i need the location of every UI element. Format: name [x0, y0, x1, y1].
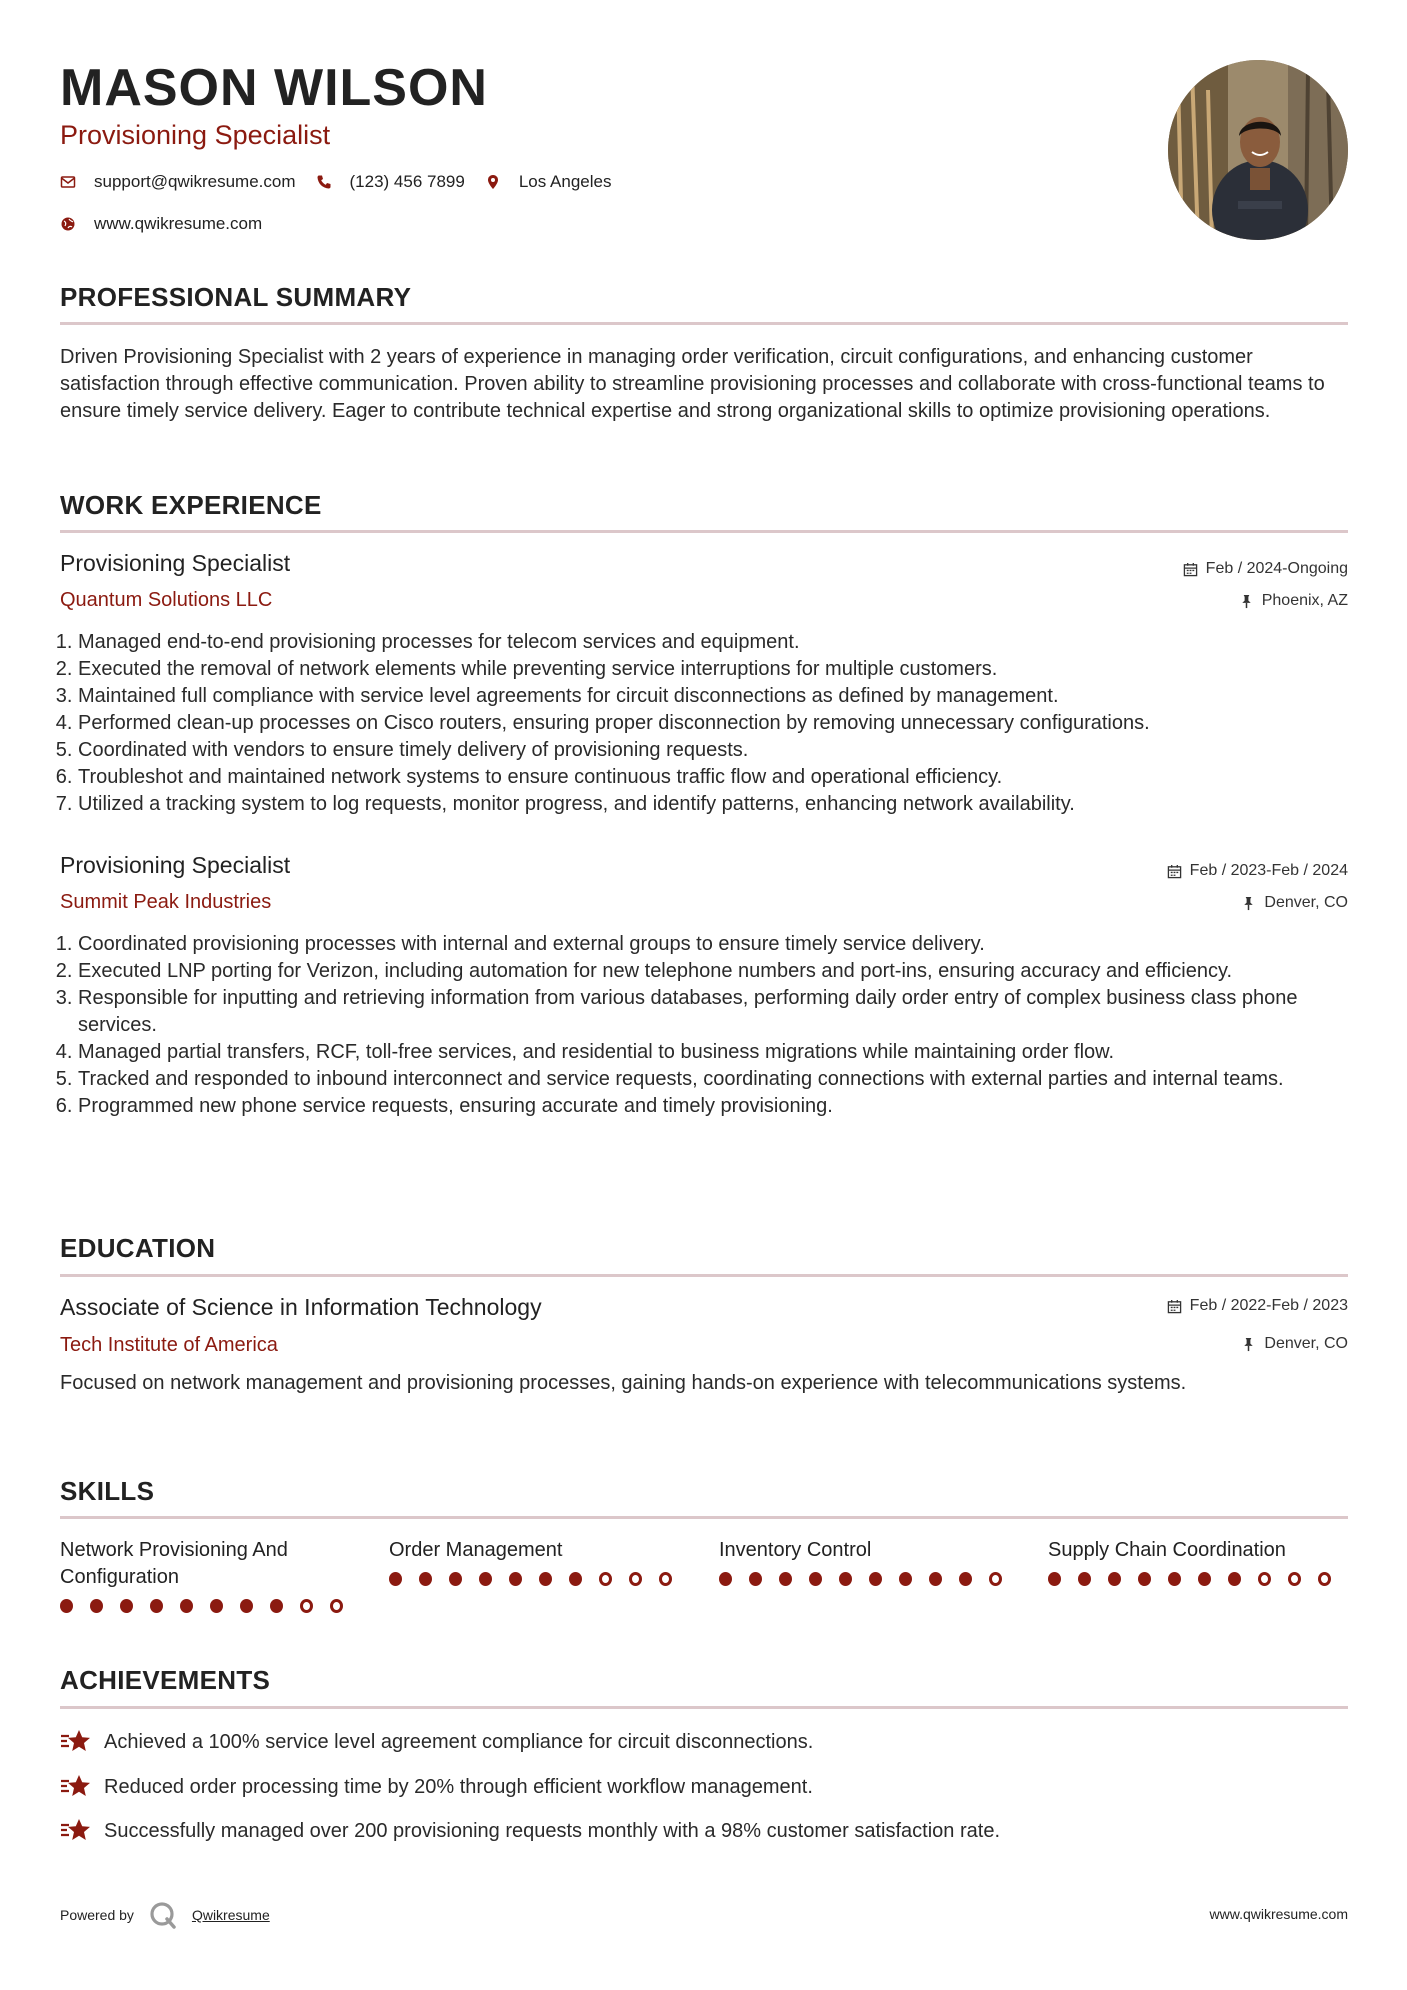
envelope-icon — [60, 174, 76, 190]
skill-name: Order Management — [389, 1539, 563, 1561]
profile-photo — [1168, 60, 1348, 240]
skill-rating — [60, 1599, 360, 1613]
achievement-item — [60, 1728, 813, 1756]
rating-dot-filled — [60, 1599, 73, 1613]
list-item: 1. Coordinated provisioning processes with internal and external groups to ensure timely service delivery. — [78, 931, 1373, 958]
rating-dot-filled — [120, 1599, 133, 1613]
rating-dot-filled — [1168, 1572, 1181, 1586]
location: Los Angeles — [518, 172, 612, 191]
star-award-icon — [60, 1773, 92, 1801]
job-dates — [1183, 560, 1348, 578]
rating-dot-empty — [659, 1572, 672, 1586]
achievement-text: Successfully managed over 200 provisioning requests monthly with a 98% customer satisfaction rate. — [104, 1819, 1001, 1842]
job-title: Provisioning Specialist — [60, 550, 291, 576]
contact-row-2 — [60, 214, 282, 234]
summary-divider — [60, 322, 1348, 325]
school-name: Tech Institute of America — [60, 1334, 278, 1356]
list-item: 7. Utilized a tracking system to log requests, monitor progress, and identify patterns, enhancing network availability. — [78, 791, 1373, 818]
education-location — [1241, 1335, 1348, 1353]
rating-dot-empty — [599, 1572, 612, 1586]
rating-dot-empty — [1288, 1572, 1301, 1586]
education-dates-text: Feb / 2022-Feb / 2023 — [1189, 1297, 1348, 1314]
experience-heading: WORK EXPERIENCE — [60, 490, 322, 520]
rating-dot-filled — [270, 1599, 283, 1613]
company-name: Summit Peak Industries — [60, 891, 272, 913]
skill-name: Supply Chain Coordination — [1048, 1539, 1286, 1561]
rating-dot-empty — [1318, 1572, 1331, 1586]
rating-dot-filled — [509, 1572, 522, 1586]
achievement-text: Reduced order processing time by 20% through efficient workflow management. — [104, 1775, 813, 1798]
rating-dot-filled — [479, 1572, 492, 1586]
skill-rating — [389, 1572, 689, 1586]
list-item: 1. Managed end-to-end provisioning processes for telecom services and equipment. — [78, 629, 1373, 656]
list-item: 6. Programmed new phone service requests, ensuring accurate and timely provisioning. — [78, 1093, 1373, 1120]
footer-url[interactable]: www.qwikresume.com — [1209, 1906, 1348, 1922]
skill-item — [60, 1537, 360, 1613]
job-location — [1239, 592, 1348, 610]
rating-dot-filled — [899, 1572, 912, 1586]
rating-dot-filled — [1048, 1572, 1061, 1586]
list-item: 6. Troubleshot and maintained network systems to ensure continuous traffic flow and operational efficiency. — [78, 764, 1373, 791]
rating-dot-filled — [1198, 1572, 1211, 1586]
job-location-text: Denver, CO — [1264, 894, 1348, 911]
job-dates — [1167, 862, 1348, 880]
skill-name: Inventory Control — [719, 1539, 872, 1561]
list-item: 3. Responsible for inputting and retrieving information from various databases, performing daily order entry of complex business class phone services. — [78, 985, 1373, 1039]
rating-dot-filled — [210, 1599, 223, 1613]
list-item: 4. Performed clean-up processes on Cisco routers, ensuring proper disconnection by removing unnecessary configurations. — [78, 710, 1373, 737]
education-heading: EDUCATION — [60, 1233, 216, 1263]
rating-dot-filled — [1138, 1572, 1151, 1586]
rating-dot-filled — [240, 1599, 253, 1613]
rating-dot-filled — [1228, 1572, 1241, 1586]
job-location-text: Phoenix, AZ — [1261, 592, 1348, 609]
skills-heading: SKILLS — [60, 1476, 155, 1506]
achievements-heading: ACHIEVEMENTS — [60, 1665, 271, 1695]
website-link[interactable]: www.qwikresume.com — [94, 214, 263, 233]
rating-dot-filled — [449, 1572, 462, 1586]
powered-by-label: Powered by — [60, 1907, 134, 1923]
rating-dot-filled — [150, 1599, 163, 1613]
skill-rating — [719, 1572, 1019, 1586]
phone-number: (123) 456 7899 — [349, 172, 465, 191]
rating-dot-filled — [959, 1572, 972, 1586]
list-item: 2. Executed LNP porting for Verizon, including automation for new telephone numbers and port-ins, ensuring accuracy and efficiency. — [78, 958, 1373, 985]
education-divider — [60, 1274, 1348, 1277]
skill-name: Network Provisioning And Configuration — [60, 1539, 288, 1588]
pushpin-icon — [1241, 1337, 1256, 1352]
skill-item — [1048, 1537, 1348, 1586]
experience-divider — [60, 530, 1348, 533]
rating-dot-empty — [989, 1572, 1002, 1586]
education-description: Focused on network management and provisioning processes, gaining hands-on experience with telecommunications systems. — [60, 1372, 1187, 1394]
job-title: Provisioning Specialist — [60, 852, 291, 878]
skills-divider — [60, 1516, 1348, 1519]
footer-powered-by — [60, 1900, 270, 1930]
achievements-divider — [60, 1706, 1348, 1709]
email-link[interactable]: support@qwikresume.com — [94, 172, 296, 191]
job-dates-text: Feb / 2023-Feb / 2024 — [1189, 862, 1348, 879]
calendar-icon — [1167, 1299, 1182, 1314]
job-bullets — [60, 931, 1373, 1120]
calendar-icon — [1183, 562, 1198, 577]
job-dates-text: Feb / 2024-Ongoing — [1205, 560, 1348, 577]
list-item: 3. Maintained full compliance with service level agreements for circuit disconnections as defined by management. — [78, 683, 1373, 710]
rating-dot-filled — [180, 1599, 193, 1613]
map-pin-icon — [485, 174, 501, 190]
rating-dot-filled — [929, 1572, 942, 1586]
rating-dot-empty — [629, 1572, 642, 1586]
job-location — [1241, 894, 1348, 912]
education-location-text: Denver, CO — [1264, 1335, 1348, 1352]
skill-item — [389, 1537, 689, 1586]
rating-dot-empty — [300, 1599, 313, 1613]
achievement-item — [60, 1773, 813, 1801]
rating-dot-filled — [419, 1572, 432, 1586]
pushpin-icon — [1239, 594, 1254, 609]
company-name: Quantum Solutions LLC — [60, 589, 273, 611]
globe-icon — [60, 216, 76, 232]
list-item: 4. Managed partial transfers, RCF, toll-free services, and residential to business migrations while maintaining order flow. — [78, 1039, 1373, 1066]
list-item: 5. Tracked and responded to inbound interconnect and service requests, coordinating connections with external parties and internal teams. — [78, 1066, 1373, 1093]
achievement-item — [60, 1817, 1000, 1845]
contact-row-1 — [60, 172, 631, 192]
skill-item — [719, 1537, 1019, 1586]
rating-dot-filled — [719, 1572, 732, 1586]
rating-dot-empty — [330, 1599, 343, 1613]
rating-dot-filled — [90, 1599, 103, 1613]
candidate-role: Provisioning Specialist — [60, 120, 331, 150]
rating-dot-filled — [869, 1572, 882, 1586]
pushpin-icon — [1241, 896, 1256, 911]
degree-title: Associate of Science in Information Technology — [60, 1294, 542, 1320]
education-dates — [1167, 1297, 1348, 1315]
list-item: 2. Executed the removal of network elements while preventing service interruptions for multiple customers. — [78, 656, 1373, 683]
rating-dot-filled — [539, 1572, 552, 1586]
calendar-icon — [1167, 864, 1182, 879]
summary-text: Driven Provisioning Specialist with 2 years of experience in managing order verification, circuit configurations, and enhancing customer satisfaction through effective communication. Proven ability to streamline provisioning processes and collaborate with cross-functional teams to ensure timely service delivery. Eager to contribute technical expertise and strong organizational skills to optimize provisioning operations. — [60, 346, 1325, 422]
skill-rating — [1048, 1572, 1348, 1586]
rating-dot-empty — [1258, 1572, 1271, 1586]
star-award-icon — [60, 1817, 92, 1845]
rating-dot-filled — [1108, 1572, 1121, 1586]
rating-dot-filled — [389, 1572, 402, 1586]
rating-dot-filled — [839, 1572, 852, 1586]
rating-dot-filled — [779, 1572, 792, 1586]
job-bullets — [60, 629, 1373, 818]
rating-dot-filled — [809, 1572, 822, 1586]
list-item: 5. Coordinated with vendors to ensure timely delivery of provisioning requests. — [78, 737, 1373, 764]
star-award-icon — [60, 1728, 92, 1756]
candidate-name: MASON WILSON — [60, 59, 488, 117]
achievement-text: Achieved a 100% service level agreement compliance for circuit disconnections. — [104, 1730, 814, 1753]
rating-dot-filled — [749, 1572, 762, 1586]
brand-link[interactable]: Qwikresume — [191, 1907, 270, 1923]
phone-icon — [316, 174, 332, 190]
summary-heading: PROFESSIONAL SUMMARY — [60, 282, 412, 312]
qwikresume-logo-icon — [148, 1900, 178, 1930]
rating-dot-filled — [569, 1572, 582, 1586]
rating-dot-filled — [1078, 1572, 1091, 1586]
